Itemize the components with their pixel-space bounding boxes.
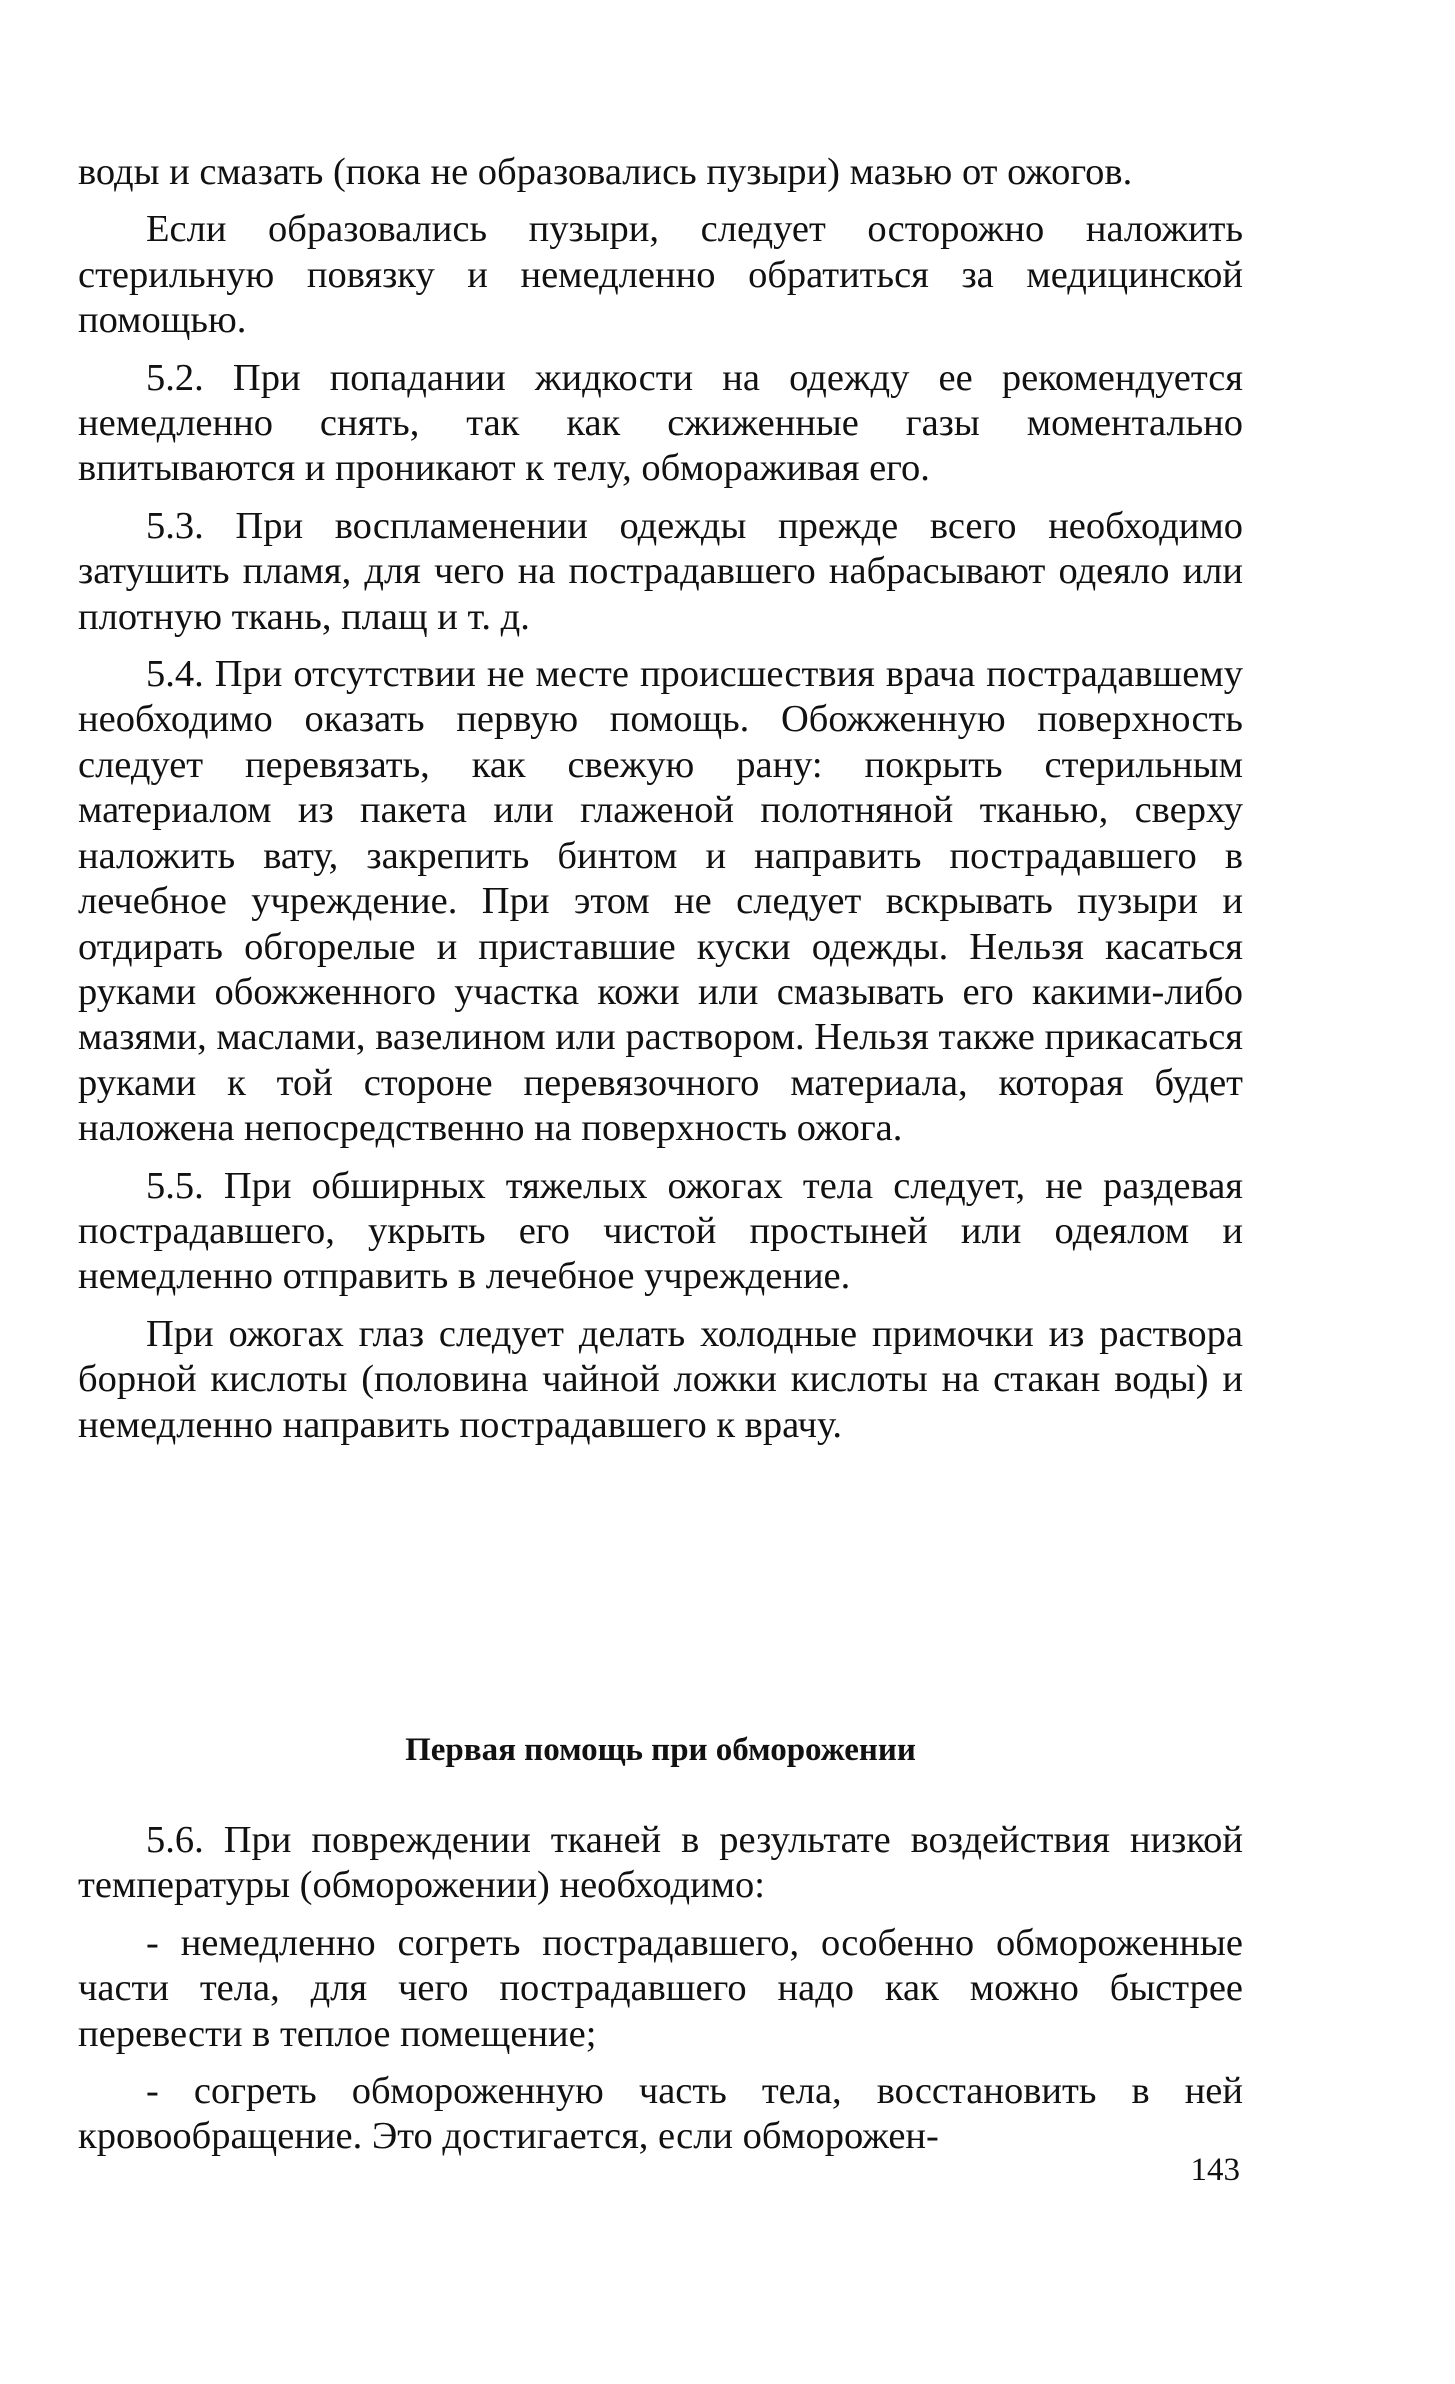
frostbite-section [78, 1818, 1243, 2160]
main-text [78, 150, 1243, 1448]
page-number: 143 [1190, 2152, 1240, 2188]
section-heading: Первая помощь при обморожении [405, 1732, 916, 1768]
paragraph-ointment-continuation: воды и смазать (пока не образовались пузыри) мазью от ожогов. [78, 151, 1133, 193]
list-item-warm-victim: - немедленно согреть пострадавшего, особенно обмороженные части тела, для чего пострадавшего надо как можно быстрее перевести в теплое помещение; [78, 1921, 1243, 2055]
paragraph-5-6: 5.6. При повреждении тканей в результате воздействия низкой температуры (обморожении) необходимо: [78, 1819, 1243, 1907]
paragraph-5-3: 5.3. При воспламенении одежды прежде всего необходимо затушить пламя, для чего на пострадавшего набрасывают одеяло или плотную ткань, плащ и т. д. [78, 504, 1243, 638]
paragraph-blisters: Если образовались пузыри, следует осторожно наложить стерильную повязку и немедленно обратиться за медицинской помощью. [78, 208, 1243, 342]
list-item-restore-circulation: - согреть обмороженную часть тела, восстановить в ней кровообращение. Это достигается, если обморожен- [78, 2070, 1243, 2158]
paragraph-5-5: 5.5. При обширных тяжелых ожогах тела следует, не раздевая пострадавшего, укрыть его чистой простыней или одеялом и немедленно отправить в лечебное учреждение. [78, 1164, 1243, 1298]
paragraph-5-2: 5.2. При попадании жидкости на одежду ее рекомендуется немедленно снять, так как сжиженные газы моментально впитываются и проникают к телу, обмораживая его. [78, 356, 1243, 490]
paragraph-eye-burns: При ожогах глаз следует делать холодные примочки из раствора борной кислоты (половина чайной ложки кислоты на стакан воды) и немедленно направить пострадавшего к врачу. [78, 1312, 1243, 1446]
paragraph-5-4: 5.4. При отсутствии не месте происшествия врача пострадавшему необходимо оказать первую помощь. Обожженную поверхность следует перевязать, как свежую рану: покрыть стерильным материалом из пакета или глаженой полотняной тканью, сверху наложить вату, закрепить бинтом и направить пострадавшего в лечебное учреждение. При этом не следует вскрывать пузыри и отдирать обгорелые и приставшие куски одежды. Нельзя касаться руками обожженного участка кожи или смазывать его какими-либо мазями, маслами, вазелином или раствором. Нельзя также прикасаться руками к той стороне перевязочного материала, которая будет наложена непосредственно на поверхность ожога. [78, 653, 1243, 1150]
